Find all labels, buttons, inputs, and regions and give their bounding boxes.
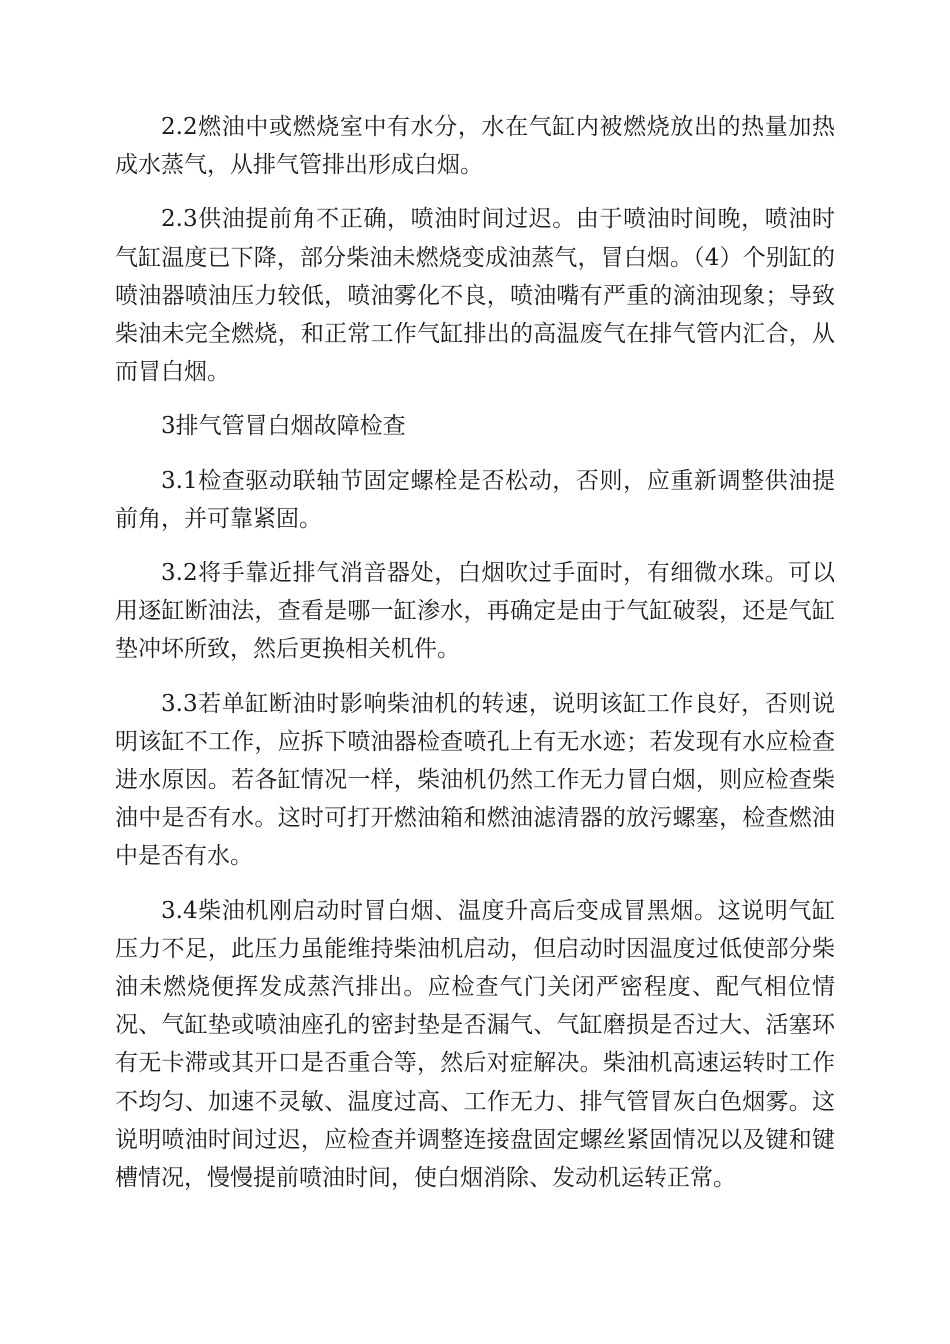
paragraph-3-4: 3.4柴油机刚启动时冒白烟、温度升高后变成冒黑烟。这说明气缸压力不足，此压力虽能维持柴油机启动，但启动时因温度过低使部分柴油未燃烧便挥发成蒸汽排出。应检查气门关闭严密程度、配气相位情况、气缸垫或喷油座孔的密封垫是否漏气、气缸磨损是否过大、活塞环有无卡滞或其开口是否重合等，然后对症解决。柴油机高速运转时工作不均匀、加速不灵敏、温度过高、工作无力、排气管冒灰白色烟雾。这说明喷油时间过迟，应检查并调整连接盘固定螺丝紧固情况以及键和键槽情况，慢慢提前喷油时间，使白烟消除、发动机运转正常。 bbox=[115, 897, 835, 1192]
document-body bbox=[115, 108, 835, 1213]
paragraph-2-2: 2.2燃油中或燃烧室中有水分，水在气缸内被燃烧放出的热量加热成水蒸气，从排气管排出形成白烟。 bbox=[115, 114, 835, 179]
paragraph-3-1: 3.1检查驱动联轴节固定螺栓是否松动，否则，应重新调整供油提前角，并可靠紧固。 bbox=[115, 467, 835, 532]
paragraph-3-2: 3.2将手靠近排气消音器处，白烟吹过手面时，有细微水珠。可以用逐缸断油法，查看是哪一缸渗水，再确定是由于气缸破裂，还是气缸垫冲坏所致，然后更换相关机件。 bbox=[115, 560, 835, 663]
paragraph-3-3: 3.3若单缸断油时影响柴油机的转速，说明该缸工作良好，否则说明该缸不工作，应拆下喷油器检查喷孔上有无水迹；若发现有水应检查进水原因。若各缸情况一样，柴油机仍然工作无力冒白烟，则应检查柴油中是否有水。这时可打开燃油箱和燃油滤清器的放污螺塞，检查燃油中是否有水。 bbox=[115, 690, 835, 870]
paragraph-2-3: 2.3供油提前角不正确，喷油时间过迟。由于喷油时间晚，喷油时气缸温度已下降，部分柴油未燃烧变成油蒸气，冒白烟。（4）个别缸的喷油器喷油压力较低，喷油雾化不良，喷油嘴有严重的滴油现象；导致柴油未完全燃烧，和正常工作气缸排出的高温废气在排气管内汇合，从而冒白烟。 bbox=[115, 206, 835, 386]
section-heading-3: 3排气管冒白烟故障检查 bbox=[161, 413, 406, 440]
